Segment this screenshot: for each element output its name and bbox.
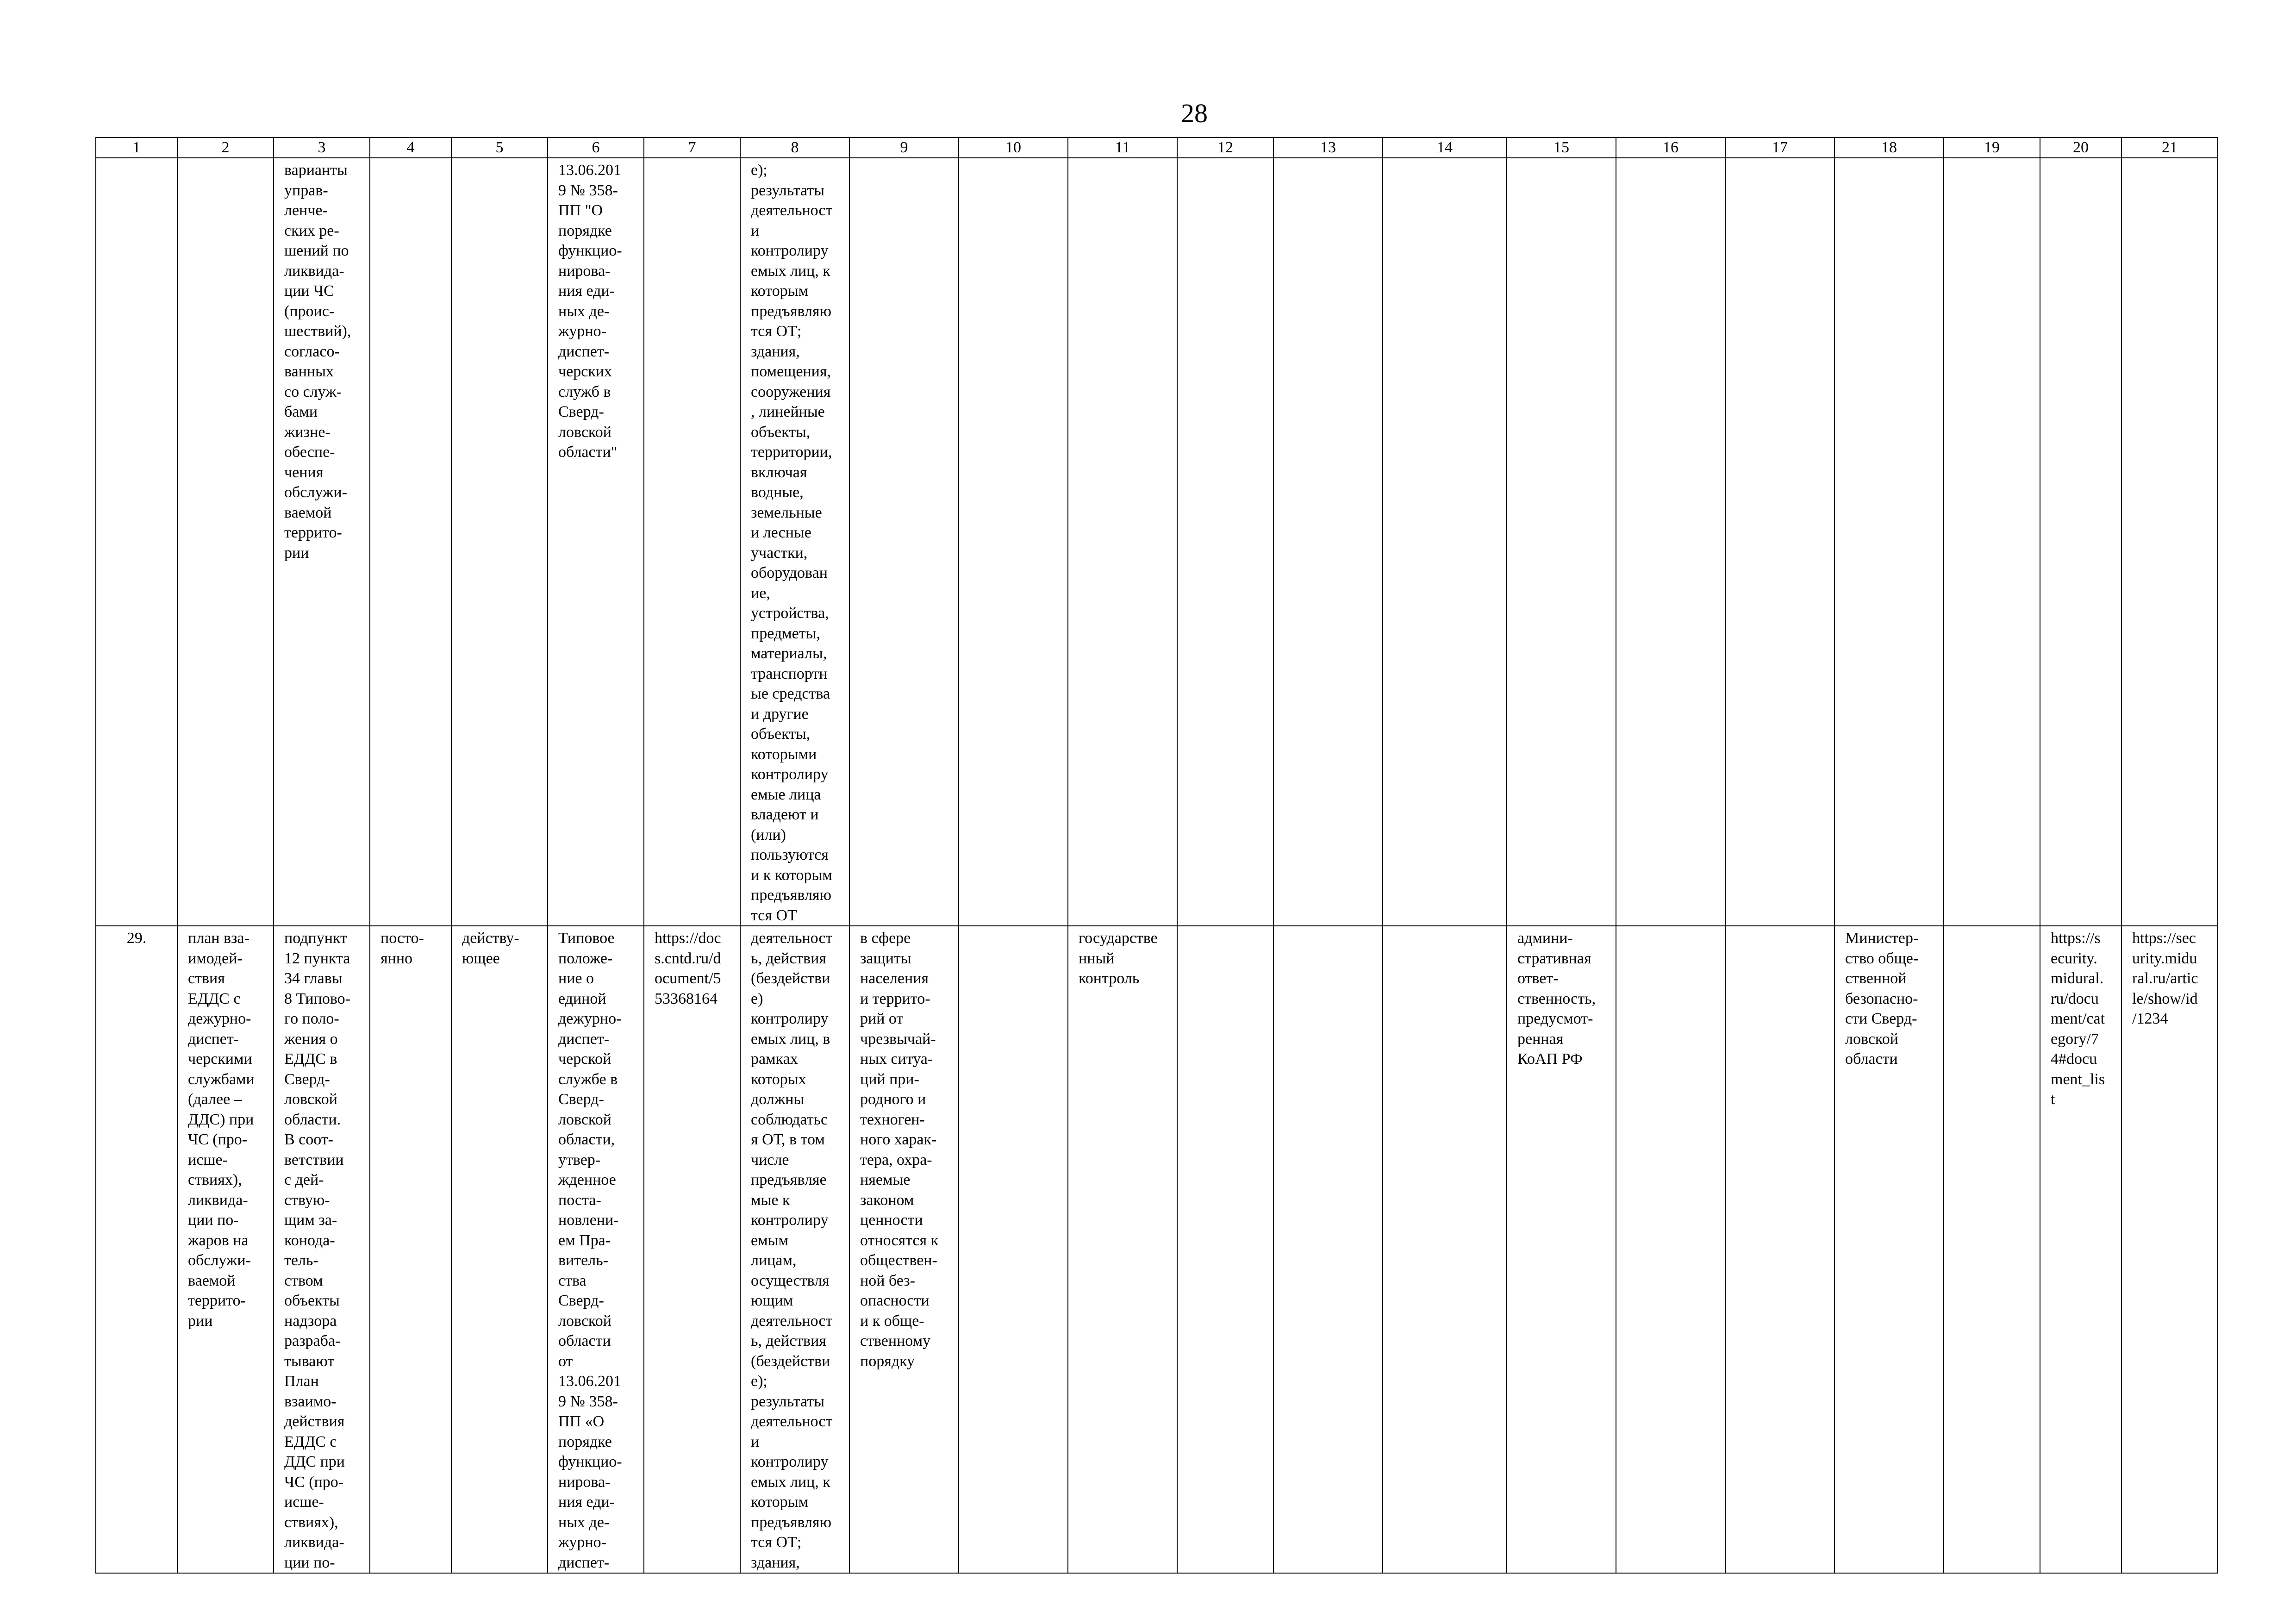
column-header-12: 12 bbox=[1177, 137, 1273, 158]
table-cell-col-12 bbox=[1177, 926, 1273, 1573]
table-cell-col-17 bbox=[1725, 926, 1834, 1573]
column-header-9: 9 bbox=[849, 137, 959, 158]
table-cell-col-12 bbox=[1177, 158, 1273, 926]
column-header-8: 8 bbox=[740, 137, 849, 158]
cell-text: посто- янно bbox=[381, 930, 424, 967]
table-cell-col-5 bbox=[451, 158, 548, 926]
table-cell-col-6 bbox=[548, 158, 644, 926]
table-cell-col-16 bbox=[1616, 158, 1725, 926]
column-header-13: 13 bbox=[1273, 137, 1383, 158]
cell-text: https://doc s.cntd.ru/d ocument/5 53368164 bbox=[655, 930, 721, 1007]
cell-text: подпункт 12 пункта 34 главы 8 Типово- го поло- жения о ЕДДС в Сверд- ловской области. В соот- ветствии с дей- ствую- щим за- конода- тель- ством объекты надзора разраба- тывают План взаимо- действия ЕДДС с ДДС при ЧС (про- исше- ствиях), ликвида- ции по- bbox=[284, 930, 350, 1571]
table-cell-col-21 bbox=[2121, 926, 2218, 1573]
column-header-6: 6 bbox=[548, 137, 644, 158]
cell-text: государстве нный контроль bbox=[1079, 930, 1158, 987]
cell-text: 29. bbox=[126, 930, 147, 947]
table-cell-col-21 bbox=[2121, 158, 2218, 926]
table-cell-col-3 bbox=[274, 158, 370, 926]
column-header-1: 1 bbox=[96, 137, 177, 158]
table-cell-col-7 bbox=[644, 926, 740, 1573]
table-cell-col-14 bbox=[1383, 926, 1507, 1573]
table-cell-col-2 bbox=[177, 158, 274, 926]
table-cell-col-1 bbox=[96, 158, 177, 926]
table-cell-col-9 bbox=[849, 158, 959, 926]
table-cell-col-11 bbox=[1068, 158, 1177, 926]
page-number: 28 bbox=[1181, 98, 1208, 128]
cell-text: е); результаты деятельност и контролиру емых лиц, к которым предъявляю тся ОТ; здания, помещения, сооружения , линейные объекты, территории, включая водные, земельные и лесные участки, оборудован ие, устройства, предметы, материалы, транспортн ые средства и другие объекты, которыми контролиру емые лица владеют и (или) пользуются и к которым предъявляю тся ОТ bbox=[751, 162, 833, 924]
table-header-row bbox=[96, 137, 2218, 158]
table-cell-col-19 bbox=[1944, 158, 2040, 926]
table-row bbox=[96, 158, 2218, 926]
table-cell-col-20 bbox=[2040, 158, 2121, 926]
cell-text: Типовое положе- ние о единой дежурно- диспет- черской службе в Сверд- ловской области, утвер- жденное поста- новлени- ем Пра- витель- ства Сверд- ловской области от 13.06.201 9 № 358- ПП «О порядке функцио- нирова- ния еди- ных де- журно- диспет- bbox=[558, 930, 622, 1571]
table-row bbox=[96, 926, 2218, 1573]
table-cell-col-17 bbox=[1725, 158, 1834, 926]
table-cell-col-15 bbox=[1507, 158, 1616, 926]
cell-text: Министер- ство обще- ственной безопасно- сти Сверд- ловской области bbox=[1845, 930, 1919, 1068]
table-cell-col-4 bbox=[370, 926, 451, 1573]
table-cell-col-18 bbox=[1834, 926, 1944, 1573]
table-cell-col-11 bbox=[1068, 926, 1177, 1573]
column-header-14: 14 bbox=[1383, 137, 1507, 158]
column-header-5: 5 bbox=[451, 137, 548, 158]
cell-text: https://s ecurity. midural. ru/docu ment/cat egory/7 4#docu ment_lis t bbox=[2051, 930, 2105, 1108]
column-header-11: 11 bbox=[1068, 137, 1177, 158]
table-cell-col-4 bbox=[370, 158, 451, 926]
table-cell-col-14 bbox=[1383, 158, 1507, 926]
cell-text: план вза- имодей- ствия ЕДДС с дежурно- диспет- черскими службами (далее – ДДС) при ЧС (про- исше- ствиях), ликвида- ции по- жаров на обслужи- ваемой террито- рии bbox=[188, 930, 255, 1330]
table-cell-col-9 bbox=[849, 926, 959, 1573]
cell-text: варианты управ- ленче- ских ре- шений по ликвида- ции ЧС (проис- шествий), согласо- ванных со служ- бами жизне- обеспе- чения обслужи- ваемой террито- рии bbox=[284, 162, 351, 562]
table-cell-col-2 bbox=[177, 926, 274, 1573]
table-cell-col-13 bbox=[1273, 926, 1383, 1573]
cell-text: в сфере защиты населения и террито- рий от чрезвычай- ных ситуа- ций при- родного и техноген- ного харак- тера, охра- няемые законом ценности относятся к обществен- ной без- опасности и к обще- ственному порядку bbox=[860, 930, 939, 1370]
cell-text: 13.06.201 9 № 358- ПП "О порядке функцио- нирова- ния еди- ных де- журно- диспет- черских служб в Сверд- ловской области" bbox=[558, 162, 622, 461]
table-cell-col-20 bbox=[2040, 926, 2121, 1573]
table-cell-col-19 bbox=[1944, 926, 2040, 1573]
table-cell-col-3 bbox=[274, 926, 370, 1573]
table-cell-col-10 bbox=[959, 158, 1068, 926]
table-cell-col-15 bbox=[1507, 926, 1616, 1573]
column-header-15: 15 bbox=[1507, 137, 1616, 158]
column-header-19: 19 bbox=[1944, 137, 2040, 158]
table-cell-col-6 bbox=[548, 926, 644, 1573]
column-header-10: 10 bbox=[959, 137, 1068, 158]
table-cell-col-13 bbox=[1273, 158, 1383, 926]
cell-text: админи- стративная ответ- ственность, предусмот- ренная КоАП РФ bbox=[1517, 930, 1596, 1068]
table-cell-col-8 bbox=[740, 158, 849, 926]
column-header-17: 17 bbox=[1725, 137, 1834, 158]
column-header-18: 18 bbox=[1834, 137, 1944, 158]
column-header-3: 3 bbox=[274, 137, 370, 158]
cell-text: деятельност ь, действия (бездействи е) контролиру емых лиц, в рамках которых должны соблюдатьс я ОТ, в том числе предъявляе мые к контролиру емым лицам, осуществля ющим деятельност ь, действия (бездействи е); результаты деятельност и контролиру емых лиц, к которым предъявляю тся ОТ; здания, bbox=[751, 930, 833, 1571]
column-header-20: 20 bbox=[2040, 137, 2121, 158]
column-header-7: 7 bbox=[644, 137, 740, 158]
document-table bbox=[95, 137, 2218, 1574]
cell-text: https://sec urity.midu ral.ru/artic le/show/id /1234 bbox=[2132, 930, 2198, 1027]
column-header-21: 21 bbox=[2121, 137, 2218, 158]
table-cell-col-1 bbox=[96, 926, 177, 1573]
table-cell-col-8 bbox=[740, 926, 849, 1573]
table-cell-col-18 bbox=[1834, 158, 1944, 926]
table-cell-col-7 bbox=[644, 158, 740, 926]
table-cell-col-16 bbox=[1616, 926, 1725, 1573]
table-cell-col-10 bbox=[959, 926, 1068, 1573]
column-header-2: 2 bbox=[177, 137, 274, 158]
column-header-4: 4 bbox=[370, 137, 451, 158]
table-cell-col-5 bbox=[451, 926, 548, 1573]
column-header-16: 16 bbox=[1616, 137, 1725, 158]
cell-text: действу- ющее bbox=[462, 930, 519, 967]
